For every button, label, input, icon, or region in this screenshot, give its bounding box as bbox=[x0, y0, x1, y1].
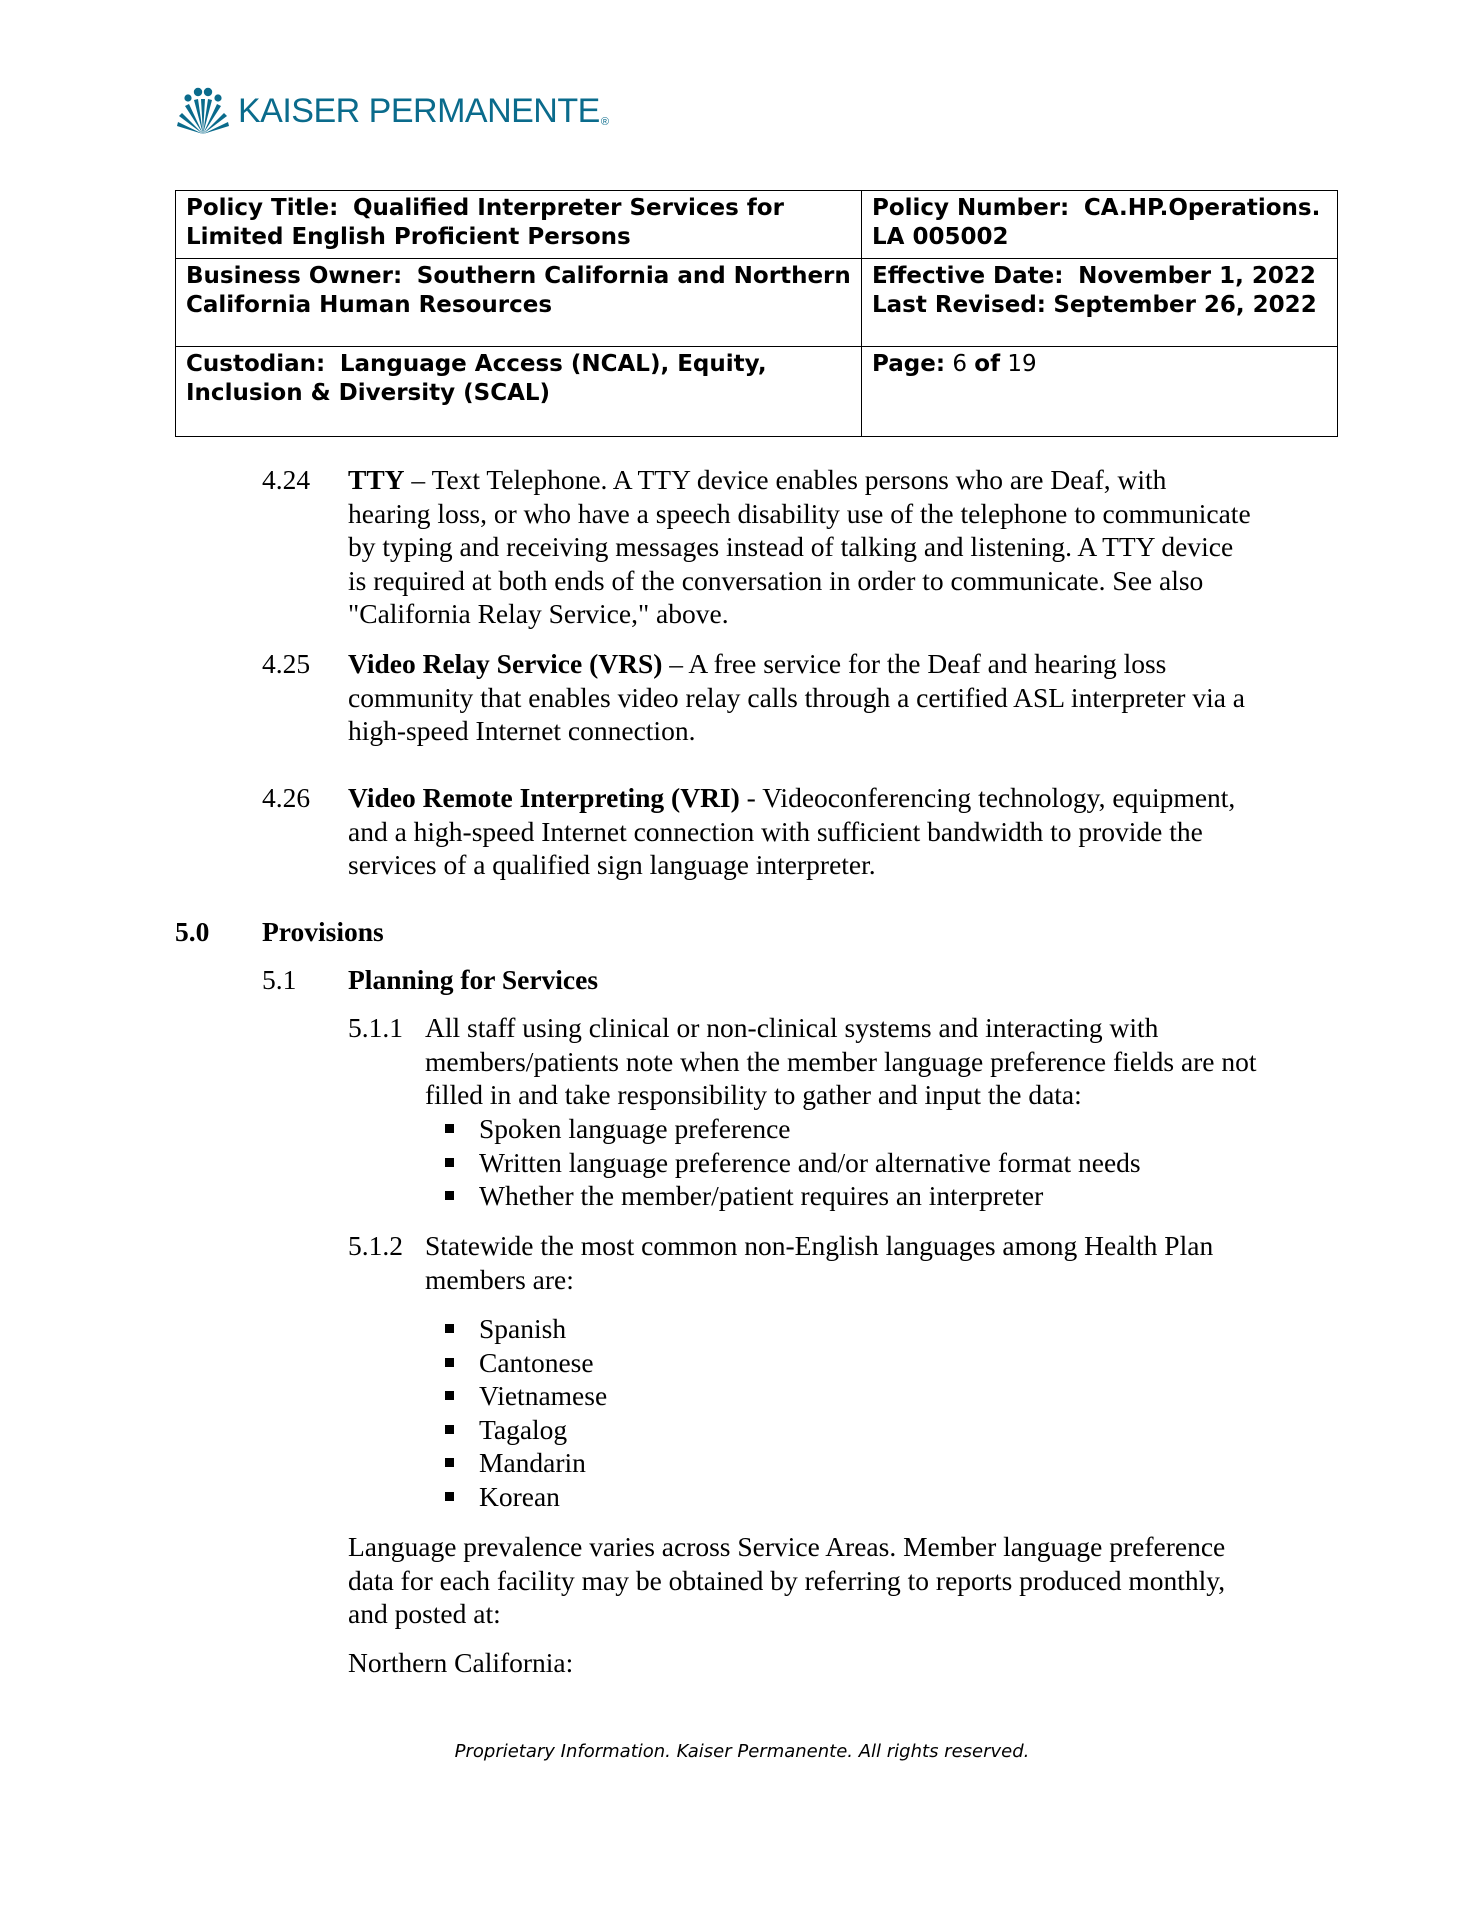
list-item: Tagalog bbox=[479, 1413, 607, 1447]
subsection-number: 5.1 bbox=[262, 964, 297, 995]
list-item: Vietnamese bbox=[479, 1379, 607, 1413]
list-item: Whether the member/patient requires an interpreter bbox=[479, 1179, 1141, 1213]
list-item: Written language preference and/or alternative format needs bbox=[479, 1146, 1141, 1180]
business-owner: Southern California and Northern California Human Resources bbox=[186, 263, 851, 318]
kaiser-permanente-logo bbox=[176, 86, 608, 136]
policy-title: Qualified Interpreter Services for Limited English Proficient Persons bbox=[186, 195, 784, 250]
bullet-icon bbox=[445, 1425, 454, 1434]
policy-number-cell: Policy Number: CA.HP.Operations. LA 005002 bbox=[862, 191, 1338, 259]
logo-wordmark: KAISER PERMANENTE® bbox=[238, 92, 609, 130]
language-prevalence-paragraph: Language prevalence varies across Service Areas. Member language preference data for each facility may be obtained by referring to reports produced monthly, and posted at: bbox=[348, 1531, 1226, 1629]
definition-number: 4.26 bbox=[262, 782, 311, 813]
page-total: 19 bbox=[1007, 351, 1037, 377]
bullet-icon bbox=[445, 1191, 454, 1200]
last-revised-date: September 26, 2022 bbox=[1053, 292, 1317, 318]
custodian: Language Access (NCAL), Equity, Inclusion & Diversity (SCAL) bbox=[186, 351, 767, 406]
page-current: 6 bbox=[952, 351, 967, 377]
page-cell: Page: 6 of 19 bbox=[862, 347, 1338, 437]
item-512-text: Statewide the most common non-English languages among Health Plan members are: bbox=[425, 1230, 1214, 1295]
definition-vri: Video Remote Interpreting (VRI) - Videoconferencing technology, equipment, and a high-speed Internet connection with sufficient bandwidth to provide the services of a qualified sign language interpreter. bbox=[348, 782, 1236, 880]
item-511-text: All staff using clinical or non-clinical systems and interacting with members/patients note when the member language preference fields are not filled in and take responsibility to gather and input the data: bbox=[425, 1012, 1257, 1110]
item-number: 5.1.1 bbox=[348, 1012, 403, 1043]
list-item: Spoken language preference bbox=[479, 1112, 1141, 1146]
policy-header-table bbox=[175, 190, 1338, 437]
language-data-list bbox=[479, 1112, 1141, 1213]
list-item: Spanish bbox=[479, 1312, 607, 1346]
policy-number: CA.HP.Operations. LA 005002 bbox=[872, 195, 1321, 250]
effective-date: November 1, 2022 bbox=[1078, 263, 1316, 289]
bullet-icon bbox=[445, 1391, 454, 1400]
common-languages-list bbox=[479, 1312, 607, 1513]
definition-number: 4.25 bbox=[262, 648, 311, 679]
list-item: Korean bbox=[479, 1480, 607, 1514]
item-number: 5.1.2 bbox=[348, 1230, 403, 1261]
footer-text: Proprietary Information. Kaiser Permanente. All rights reserved. bbox=[454, 1741, 1030, 1762]
northern-california-label: Northern California: bbox=[348, 1647, 574, 1678]
bullet-icon bbox=[445, 1158, 454, 1167]
kaiser-logo-icon bbox=[176, 86, 232, 136]
bullet-icon bbox=[445, 1324, 454, 1333]
section-number: 5.0 bbox=[175, 916, 210, 947]
custodian-cell: Custodian: Language Access (NCAL), Equity, Inclusion & Diversity (SCAL) bbox=[176, 347, 862, 437]
definition-number: 4.24 bbox=[262, 464, 311, 495]
definition-vrs: Video Relay Service (VRS) – A free service for the Deaf and hearing loss community that enables video relay calls through a certified ASL interpreter via a high-speed Internet connection. bbox=[348, 648, 1245, 746]
subsection-title: Planning for Services bbox=[348, 964, 599, 995]
definition-tty: TTY – Text Telephone. A TTY device enables persons who are Deaf, with hearing loss, or who have a speech disability use of the telephone to communicate by typing and receiving messages instead of talking and listening. A TTY device is required at both ends of the conversation in order to communicate. See also "California Relay Service," above. bbox=[348, 464, 1251, 629]
policy-title-cell: Policy Title: Qualified Interpreter Services for Limited English Proficient Persons bbox=[176, 191, 862, 259]
list-item: Mandarin bbox=[479, 1446, 607, 1480]
bullet-icon bbox=[445, 1358, 454, 1367]
bullet-icon bbox=[445, 1458, 454, 1467]
bullet-icon bbox=[445, 1492, 454, 1501]
bullet-icon bbox=[445, 1124, 454, 1133]
dates-cell: Effective Date: November 1, 2022 Last Revised: September 26, 2022 bbox=[862, 259, 1338, 347]
list-item: Cantonese bbox=[479, 1346, 607, 1380]
business-owner-cell: Business Owner: Southern California and Northern California Human Resources bbox=[176, 259, 862, 347]
section-title: Provisions bbox=[262, 916, 384, 947]
